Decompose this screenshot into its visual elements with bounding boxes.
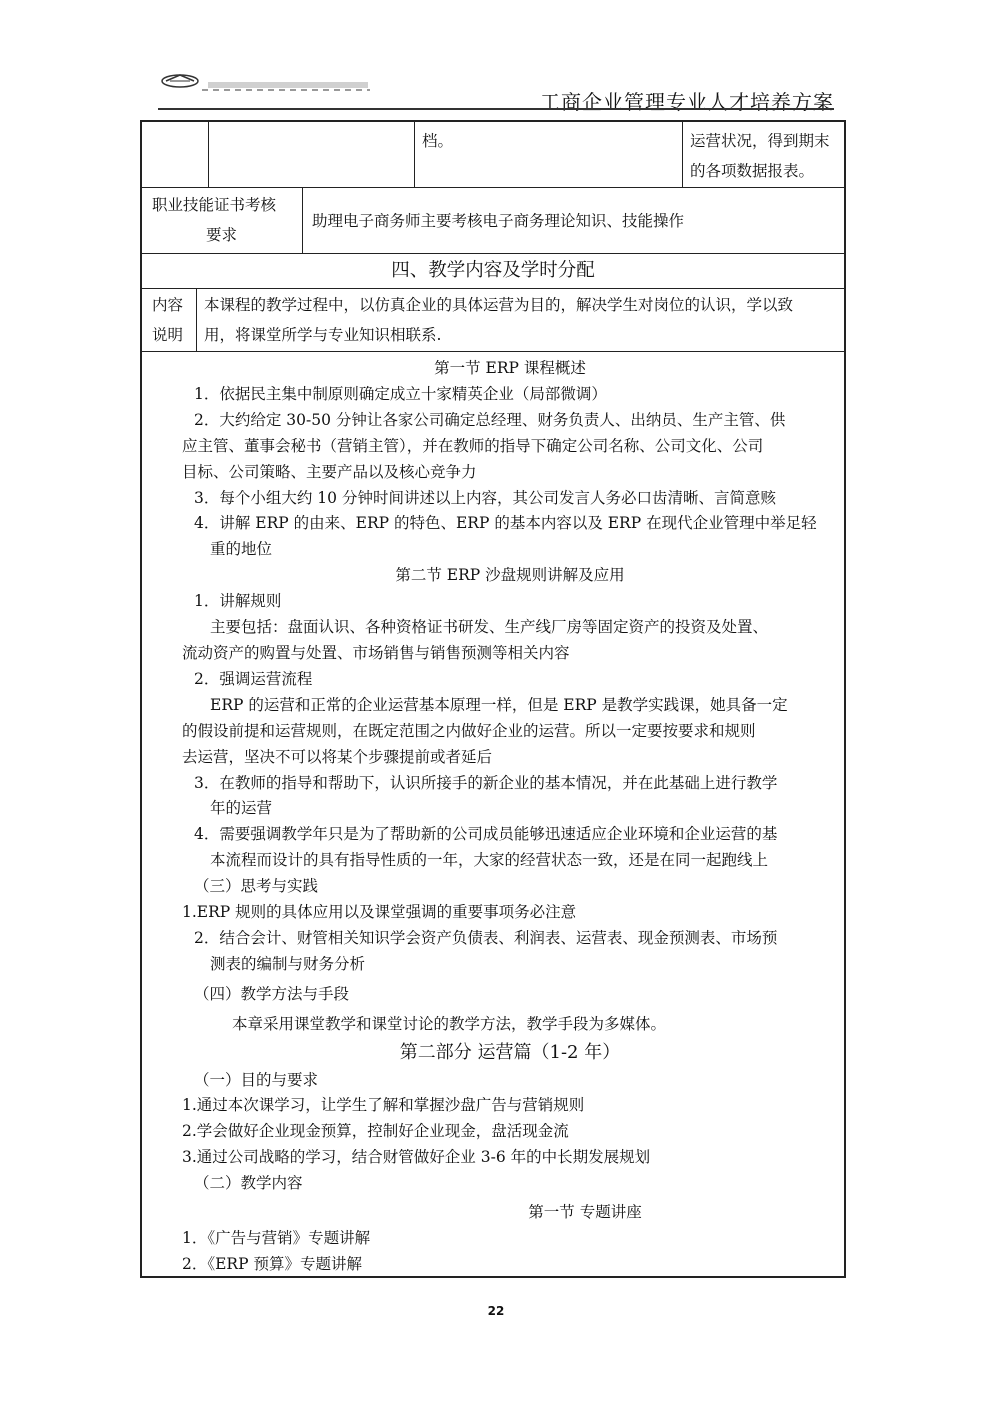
content-line: 重的地位 — [210, 540, 273, 559]
content-line: 目标、公司策略、主要产品以及核心竞争力 — [182, 462, 477, 481]
content-line: 2．结合会计、财管相关知识学会资产负债表、利润表、运营表、现金预测表、市场预 — [194, 928, 778, 947]
content-line: 去运营，坚决不可以将某个步骤提前或者延后 — [182, 747, 493, 766]
content-line: 2．强调运营流程 — [194, 669, 313, 688]
section-title: 第二节 ERP 沙盘规则讲解及应用 — [395, 566, 625, 585]
section-title: 第一节 ERP 课程概述 — [434, 359, 586, 377]
content-line: 1．依据民主集中制原则确定成立十家精英企业（局部微调） — [194, 384, 607, 403]
cell-doc: 档。 — [422, 132, 454, 150]
table-divider — [302, 188, 303, 254]
content-line: 的假设前提和运营规则，在既定范围之内做好企业的运营。所以一定要按要求和规则 — [182, 721, 756, 740]
school-logo-icon — [158, 72, 378, 96]
cell-ops-line1: 运营状况，得到期末 — [690, 132, 830, 150]
content-line: 应主管、董事会秘书（营销主管），并在教师的指导下确定公司名称、公司文化、公司 — [182, 436, 764, 455]
content-line: 3．在教师的指导和帮助下，认识所接手的新企业的基本情况，并在此基础上进行教学 — [194, 773, 778, 792]
cell-ops-line2: 的各项数据报表。 — [690, 162, 815, 180]
content-line: 4．讲解 ERP 的由来、ERP 的特色、ERP 的基本内容以及 ERP 在现代企业管理中举足轻 — [194, 514, 817, 533]
table-divider — [196, 289, 197, 351]
teaching-content — [182, 356, 838, 1278]
content-line: 年的运营 — [210, 799, 273, 818]
content-line: 主要包括：盘面认识、各种资格证书研发、生产线厂房等固定资产的投资及处置、 — [210, 618, 769, 637]
content-line: 2．《ERP 预算》专题讲解 — [182, 1254, 362, 1273]
table-divider — [142, 288, 844, 289]
subsection-heading: （三）思考与实践 — [194, 877, 319, 896]
table-divider — [682, 122, 683, 188]
table-divider — [142, 351, 844, 352]
content-line: 1.ERP 规则的具体应用以及课堂强调的重要事项务必注意 — [182, 903, 577, 922]
content-line: 1．《广告与营销》专题讲解 — [182, 1229, 371, 1247]
cert-requirement: 助理电子商务师主要考核电子商务理论知识、技能操作 — [312, 212, 685, 230]
content-line: 1.通过本次课学习，让学生了解和掌握沙盘广告与营销规则 — [182, 1096, 585, 1115]
table-divider — [208, 122, 209, 188]
content-line: 2．大约给定 30-50 分钟让各家公司确定总经理、财务负责人、出纳员、生产主管、供 — [194, 410, 786, 429]
table-divider — [142, 187, 844, 188]
subsection-heading: （四）教学方法与手段 — [194, 984, 350, 1003]
header-divider — [158, 108, 834, 110]
table-divider — [142, 253, 844, 254]
subsection-heading: （一）目的与要求 — [194, 1070, 319, 1089]
content-line: 本流程而设计的具有指导性质的一年，大家的经营状态一致，还是在同一起跑线上 — [210, 851, 769, 870]
content-line: 3.通过公司战略的学习，结合财管做好企业 3-6 年的中长期发展规划 — [182, 1148, 651, 1167]
content-line: 4．需要强调教学年只是为了帮助新的公司成员能够迅速适应企业环境和企业运营的基 — [194, 825, 778, 844]
cert-label-line1: 职业技能证书考核 — [152, 196, 277, 214]
document-header-title: 工商企业管理专业人才培养方案 — [540, 90, 834, 114]
content-line: 2.学会做好企业现金预算，控制好企业现金，盘活现金流 — [182, 1122, 569, 1141]
cert-label-line2: 要求 — [206, 226, 238, 244]
table-divider — [414, 122, 415, 188]
desc-label-line2: 说明 — [152, 326, 184, 344]
subsection-heading: （二）教学内容 — [194, 1174, 303, 1193]
content-line: 1．讲解规则 — [194, 592, 282, 611]
section-heading: 四、教学内容及学时分配 — [391, 260, 595, 281]
desc-label-line1: 内容 — [152, 296, 184, 314]
content-line: ERP 的运营和正常的企业运营基本原理一样，但是 ERP 是教学实践课，她具备一定 — [210, 695, 788, 714]
content-line: 流动资产的购置与处置、市场销售与销售预测等相关内容 — [182, 643, 570, 662]
page-number: 22 — [487, 1304, 505, 1318]
section-title: 第一节 专题讲座 — [528, 1203, 642, 1222]
content-line: 测表的编制与财务分析 — [210, 954, 366, 973]
desc-text-line1: 本课程的教学过程中，以仿真企业的具体运营为目的，解决学生对岗位的认识，学以致 — [204, 296, 794, 314]
content-line: 本章采用课堂教学和课堂讨论的教学方法，教学手段为多媒体。 — [232, 1014, 667, 1033]
content-line: 3．每个小组大约 10 分钟时间讲述以上内容，其公司发言人务必口齿清晰、言简意赅 — [194, 488, 776, 507]
desc-text-line2: 用，将课堂所学与专业知识相联系. — [204, 326, 442, 344]
part-title: 第二部分 运营篇（1-2 年） — [399, 1041, 621, 1063]
